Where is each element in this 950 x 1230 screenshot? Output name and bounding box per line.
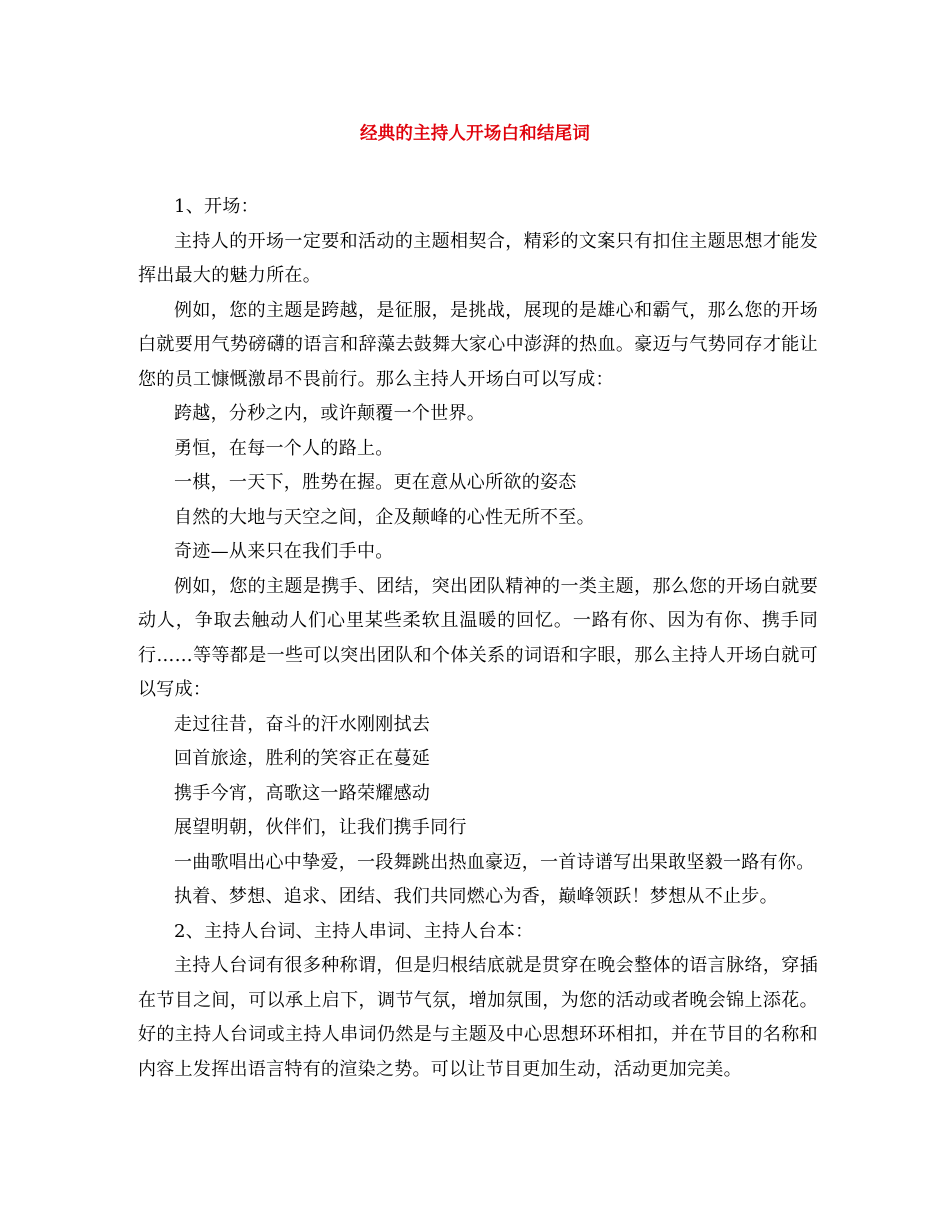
verse-line: 自然的大地与天空之间，企及颠峰的心性无所不至。 (174, 506, 595, 528)
verse-line: 一曲歌唱出心中挚爱，一段舞跳出热血豪迈，一首诗谱写出果敢坚毅一路有你。 (174, 851, 815, 873)
verse-line: 展望明朝，伙伴们，让我们携手同行 (174, 817, 467, 838)
section-heading-opening: 1、开场： (174, 196, 259, 217)
verse-line: 一棋，一天下，胜势在握。更在意从心所欲的姿态 (174, 472, 577, 493)
section-heading-host-script: 2、主持人台词、主持人串词、主持人台本： (174, 920, 534, 942)
document-body (138, 190, 818, 1087)
verse-line: 携手今宵，高歌这一路荣耀感动 (174, 782, 431, 804)
verse-line: 跨越，分秒之内，或许颠覆一个世界。 (174, 403, 486, 424)
verse-line: 执着、梦想、追求、团结、我们共同燃心为香，巅峰领跃！梦想从不止步。 (174, 886, 778, 907)
document-title: 经典的主持人开场白和结尾词 (359, 124, 591, 144)
verse-line: 奇迹—从来只在我们手中。 (174, 541, 394, 562)
paragraph: 主持人的开场一定要和活动的主题相契合，精彩的文案只有扣住主题思想才能发挥出最大的魅力所在。 (138, 230, 818, 286)
verse-line: 勇恒，在每一个人的路上。 (174, 437, 394, 459)
verse-line: 走过往昔，奋斗的汗水刚刚拭去 (174, 713, 431, 735)
paragraph: 例如，您的主题是携手、团结，突出团队精神的一类主题，那么您的开场白就要动人，争取去触动人们心里某些柔软且温暖的回忆。一路有你、因为有你、携手同行……等等都是一些可以突出团队和个体关系的词语和字眼，那么主持人开场白就可以写成： (138, 575, 818, 700)
verse-line: 回首旅途，胜利的笑容正在蔓延 (174, 748, 431, 769)
paragraph: 主持人台词有很多种称谓，但是归根结底就是贯穿在晚会整体的语言脉络，穿插在节目之间，可以承上启下，调节气氛，增加氛围，为您的活动或者晚会锦上添花。好的主持人台词或主持人串词仍然是与主题及中心思想环环相扣，并在节目的名称和内容上发挥出语言特有的渲染之势。可以让节目更加生动，活动更加完美。 (138, 955, 818, 1080)
paragraph: 例如，您的主题是跨越，是征服，是挑战，展现的是雄心和霸气，那么您的开场白就要用气势磅礴的语言和辞藻去鼓舞大家心中澎湃的热血。豪迈与气势同存才能让您的员工慷慨激昂不畏前行。那么主持人开场白可以写成： (138, 299, 818, 390)
